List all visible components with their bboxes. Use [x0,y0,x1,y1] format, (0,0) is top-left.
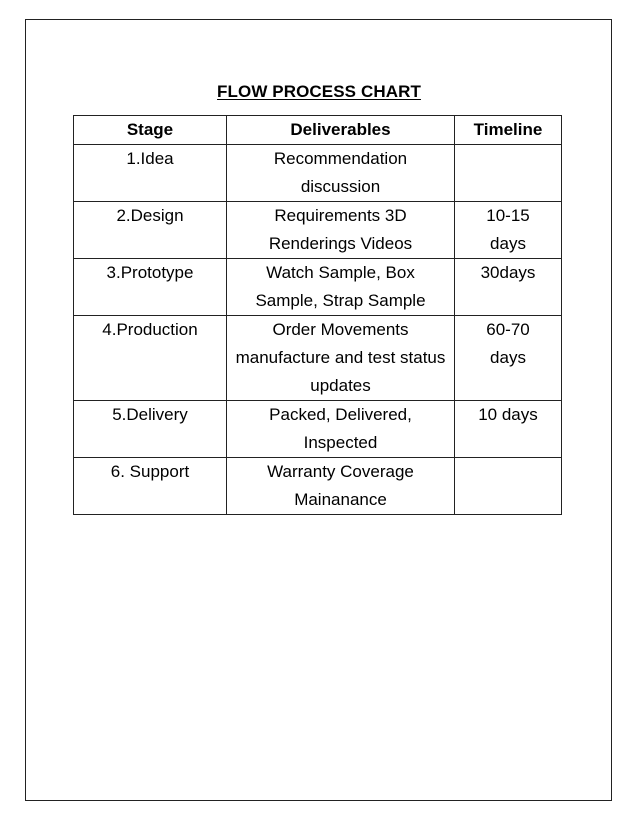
flow-process-table [73,115,562,515]
header-timeline: Timeline [455,116,562,145]
table-row [74,401,562,458]
header-stage: Stage [74,116,227,145]
row-stage: 5.Delivery [74,401,227,458]
table-row [74,202,562,259]
page-title [0,82,638,102]
row-stage: 2.Design [74,202,227,259]
table-row [74,259,562,316]
row-stage: 1.Idea [74,145,227,202]
row-deliverables: Order Movements manufacture and test status updates [227,316,455,401]
row-timeline [455,458,562,515]
row-stage: 4.Production [74,316,227,401]
table-row [74,145,562,202]
row-timeline: 10 days [455,401,562,458]
row-timeline: 30days [455,259,562,316]
row-timeline: 60-70 days [455,316,562,401]
row-stage: 6. Support [74,458,227,515]
row-timeline: 10-15 days [455,202,562,259]
row-deliverables: Packed, Delivered, Inspected [227,401,455,458]
table-row [74,316,562,401]
row-deliverables: Recommendation discussion [227,145,455,202]
table-row [74,458,562,515]
row-deliverables: Warranty Coverage Mainanance [227,458,455,515]
title-text: FLOW PROCESS CHART [217,82,421,101]
row-stage: 3.Prototype [74,259,227,316]
row-deliverables: Watch Sample, Box Sample, Strap Sample [227,259,455,316]
row-timeline [455,145,562,202]
row-deliverables: Requirements 3D Renderings Videos [227,202,455,259]
table-header-row [74,116,562,145]
header-deliverables: Deliverables [227,116,455,145]
